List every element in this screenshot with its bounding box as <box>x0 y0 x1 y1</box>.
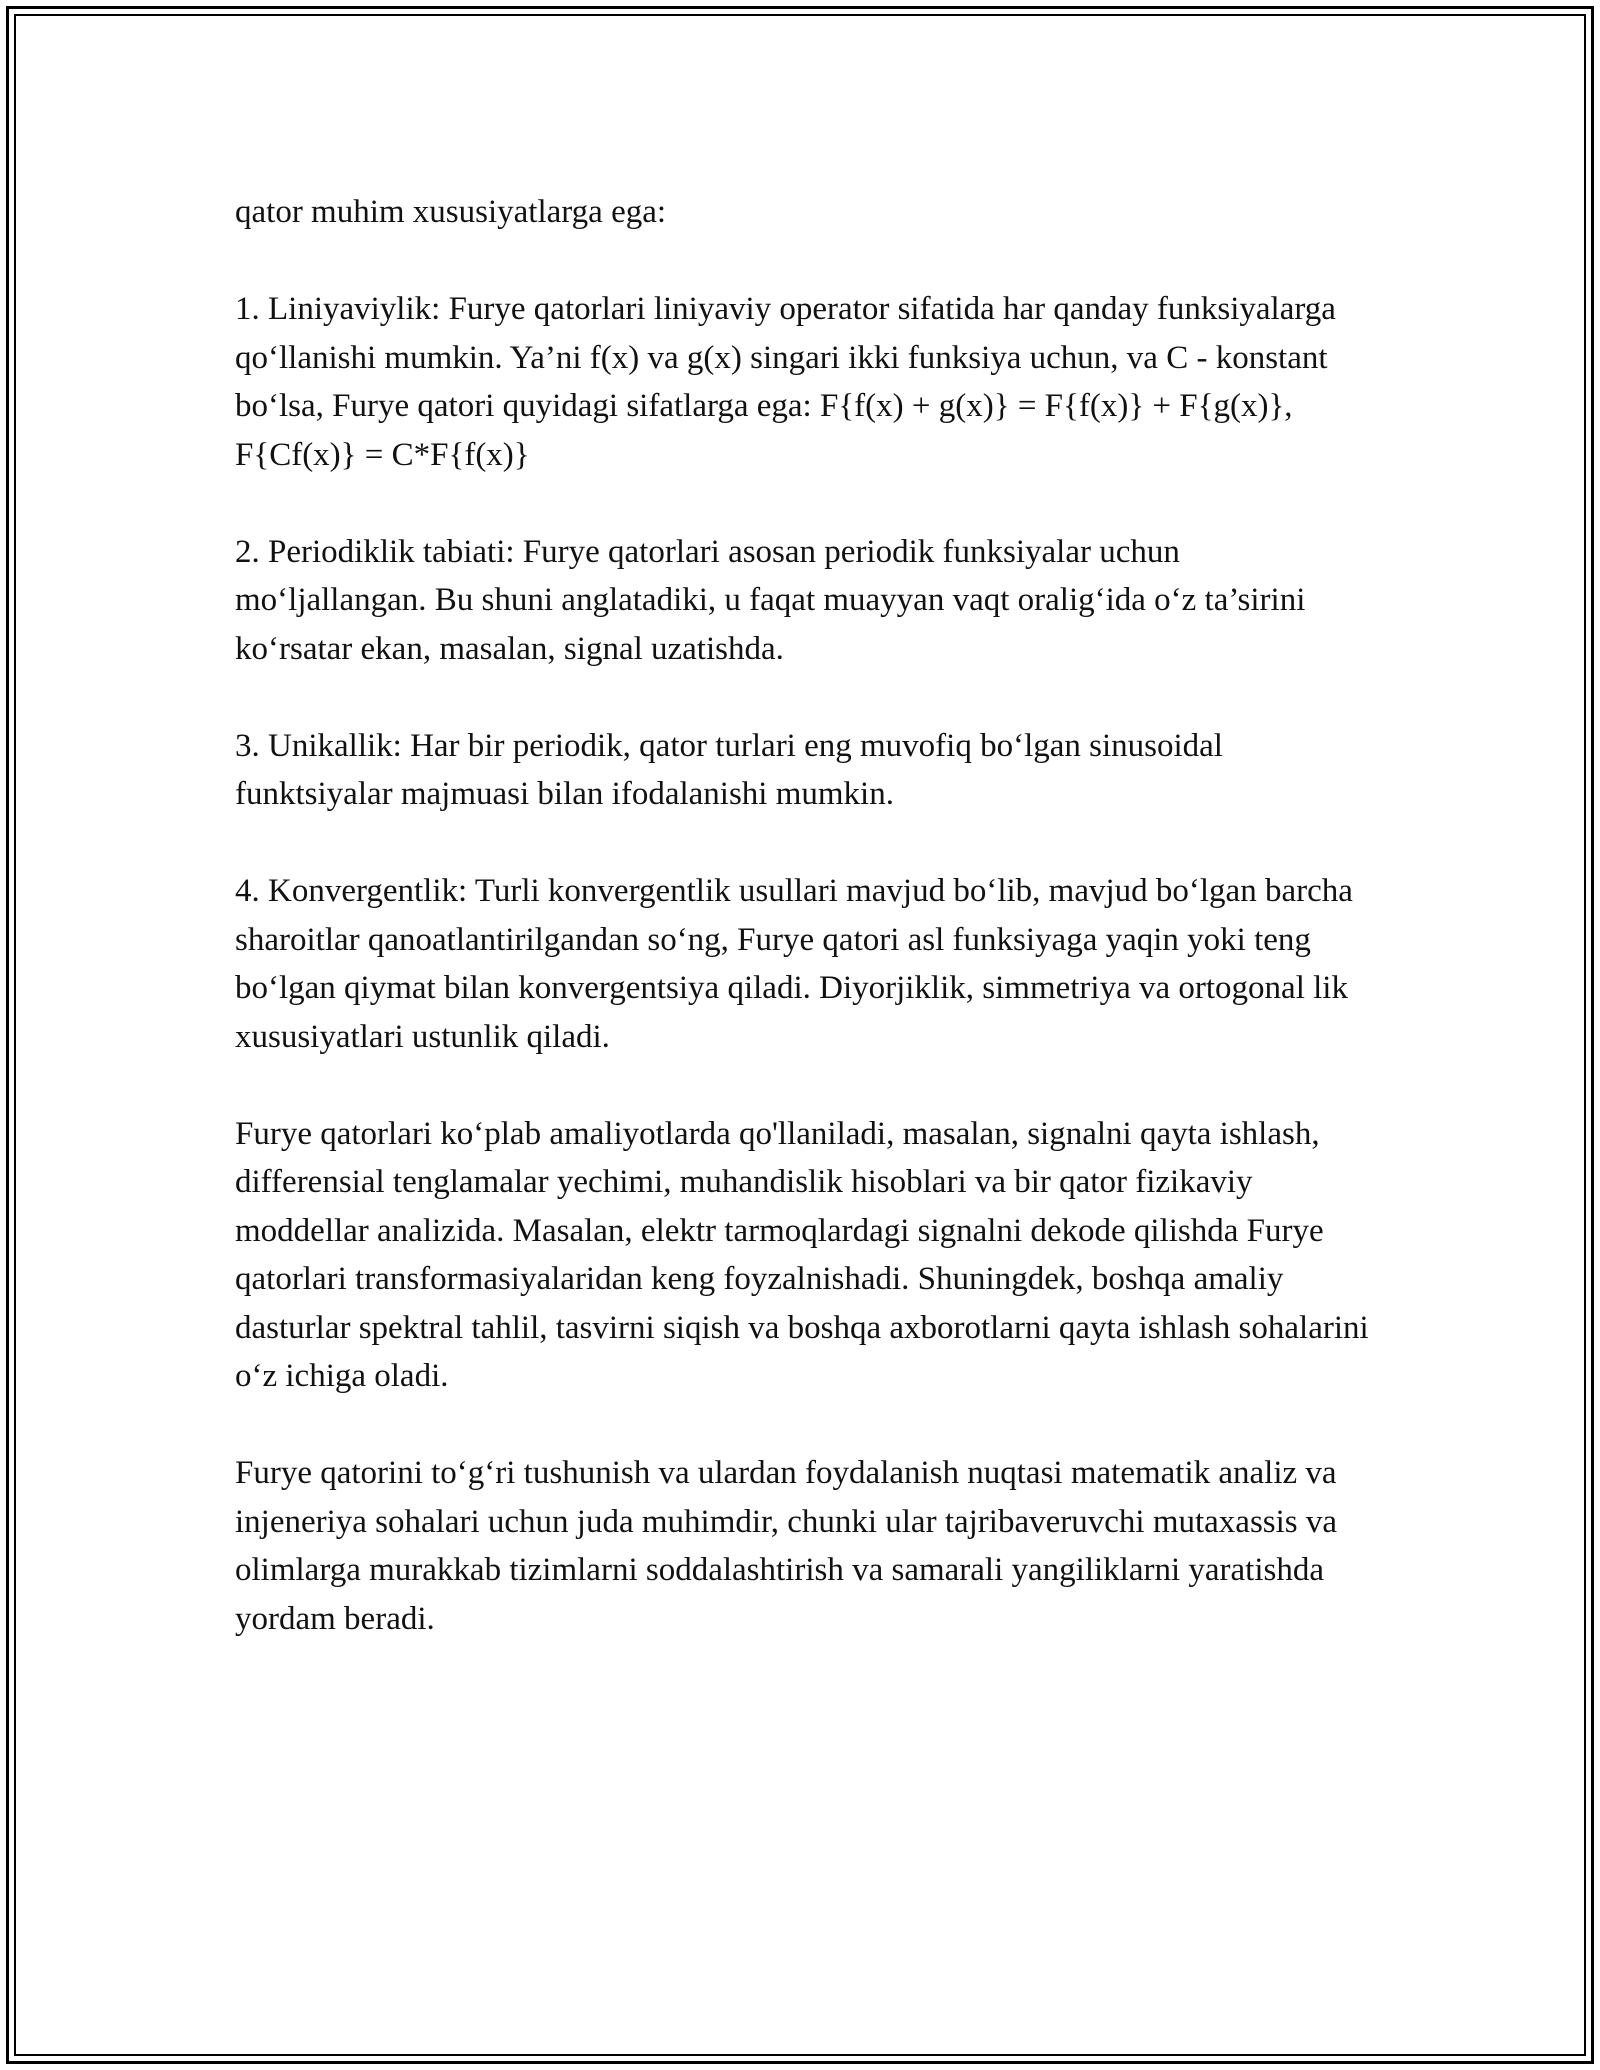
paragraph-periodicity: 2. Periodiklik tabiati: Furye qatorlari asosan periodik funksiyalar uchun mo‘ljallangan. Bu shuni anglatadiki, u faqat muayyan vaqt oralig‘ida o‘z ta’sirini ko‘rsatar ekan, masalan, signal uzatishda. <box>235 533 1306 667</box>
paragraph-conclusion: Furye qatorini to‘g‘ri tushunish va ulardan foydalanish nuqtasi matematik analiz va injeneriya sohalari uchun juda muhimdir, chunki ular tajribaveruvchi mutaxassis va olimlarga murakkab tizimlarni soddalashtirish va samarali yangiliklarni yaratishda yordam beradi. <box>235 1455 1338 1637</box>
paragraph-applications: Furye qatorlari ko‘plab amaliyotlarda qo'llaniladi, masalan, signalni qayta ishlash, differensial tenglamalar yechimi, muhandislik hisoblari va bir qator fizikaviy moddellar analizida. Masalan, elektr tarmoqlardagi signalni dekode qilishda Furye qatorlari transformasiyalaridan keng foyzalnishadi. Shuningdek, boshqa amaliy dasturlar spektral tahlil, tasvirni siqish va boshqa axborotlarni qayta ishlash sohalarini o‘z ichiga oladi. <box>235 1115 1369 1394</box>
paragraph-uniqueness: 3. Unikallik: Har bir periodik, qator turlari eng muvofiq bo‘lgan sinusoidal funktsiyalar majmuasi bilan ifodalanishi mumkin. <box>235 727 1223 812</box>
document-body <box>235 188 1375 1692</box>
paragraph-convergence: 4. Konvergentlik: Turli konvergentlik usullari mavjud bo‘lib, mavjud bo‘lgan barcha sharoitlar qanoatlantirilgandan so‘ng, Furye qatori asl funksiyaga yaqin yoki teng bo‘lgan qiymat bilan konvergentsiya qiladi. Diyorjiklik, simmetriya va ortogonal lik xususiyatlari ustunlik qiladi. <box>235 873 1353 1055</box>
intro-line: qator muhim xususiyatlarga ega: <box>235 194 667 230</box>
paragraph-linearity: 1. Liniyaviylik: Furye qatorlari liniyaviy operator sifatida har qanday funksiyalarga qo‘llanishi mumkin. Ya’ni f(x) va g(x) singari ikki funksiya uchun, va C - konstant bo‘lsa, Furye qatori quyidagi sifatlarga ega: F{f(x) + g(x)} = F{f(x)} + F{g(x)}, F{Cf(x)} = C*F{f(x)} <box>235 291 1336 473</box>
